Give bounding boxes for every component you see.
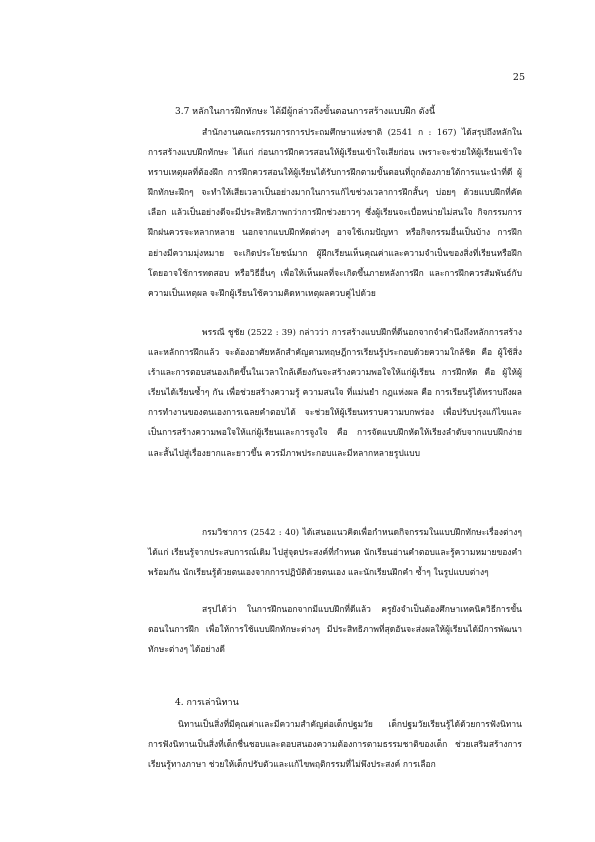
section-4-heading: 4. การเล่านิทาน [175, 698, 239, 708]
section-heading: 3.7 หลักในการฝึกทักษะ ได้มีผู้กล่าวถึงขั้นตอนการสร้างแบบฝึก ดังนี้ [175, 107, 436, 117]
paragraph-2: พรรณี ชูชัย (2522 : 39) กล่าวว่า การสร้างแบบฝึกที่ดีนอกจากจำคำนึงถึงหลักการสร้าง และหลักการฝึกแล้ว จะต้องอาศัยหลักสำคัญตามทฤษฎีการเรียนรู้ประกอบด้วยความใกล้ชิด คือ ผู้ใช้สิ่งเร้าและการตอบสนองเกิดขึ้นในเวลาใกล้เคียงกันจะสร้างความพอใจให้แก่ผู้เรียน การฝึกหัด คือ ผู้ให้ผู้เรียนได้เรียนซ้ำๆ กัน เพื่อช่วยสร้างความรู้ ความสนใจ ที่แม่นยำ กฎแห่งผล คือ การเรียนรู้ได้ทราบถึงผลการทำงานของตนเองการเฉลยคำตอบได้ จะช่วยให้ผู้เรียนทราบความบกพร่อง เพื่อปรับปรุงแก้ไขและเป็นการสร้างความพอใจให้แก่ผู้เรียนและการจูงใจ คือ การจัดแบบฝึกหัดให้เรียงลำดับจากแบบฝึกง่าย และสั้นไปสู่เรื่องยากและยาวขึ้น ควรมีภาพประกอบและมีหลากหลายรูปแบบ [148, 328, 522, 459]
page-number: 25 [512, 72, 525, 83]
paragraph-3: กรมวิชาการ (2542 : 40) ได้เสนอแนวคิดเพื่อกำหนดกิจกรรมในแบบฝึกทักษะเรื่องต่างๆ ได้แก่ เรียนรู้จากประสบการณ์เดิม ไปสู่จุดประสงค์ที่กำหนด นักเรียนอ่านคำตอบและรู้ความหมายของคำพร้อมกัน นักเรียนรู้ด้วยตนเองจากการปฏิบัติด้วยตนเอง และนักเรียนฝึกคำ ซ้ำๆ ในรูปแบบต่างๆ [148, 528, 522, 579]
paragraph-4: สรุปได้ว่า ในการฝึกนอกจากมีแบบฝึกที่ดีแล้ว ครูยังจำเป็นต้องศึกษาเทคนิควิธีการขั้นตอนในการฝึก เพื่อให้การใช้แบบฝึกทักษะต่างๆ มีประสิทธิภาพที่สุดอันจะส่งผลให้ผู้เรียนได้มีการพัฒนาทักษะต่างๆ ได้อย่างดี [148, 605, 522, 656]
paragraph-1: สำนักงานคณะกรรมการการประถมศึกษาแห่งชาติ (2541 ก : 167) ได้สรุปถึงหลักในการสร้างแบบฝึกทักษะ ได้แก่ ก่อนการฝึกควรสอนให้ผู้เรียนเข้าใจเสียก่อน เพราะจะช่วยให้ผู้เรียนเข้าใจ ทราบเหตุผลที่ต้องฝึก การฝึกควรสอนให้ผู้เรียนได้รับการฝึกตามขั้นตอนที่ถูกต้องภายใต้การแนะนำที่ดี ผู้ฝึกทักษะฝึกๆ จะทำให้เสียเวลาเป็นอย่างมากในการแก้ไขช่วงเวลาการฝึกสั้นๆ บ่อยๆ ด้วยแบบฝึกที่คัดเลือก แล้วเป็นอย่างดีจะมีประสิทธิภาพกว่าการฝึกช่วงยาวๆ ซึ่งผู้เรียนจะเบื่อหน่ายไม่สนใจ กิจกรรมการฝึกฝนควรจะหลากหลาย นอกจากแบบฝึกหัดต่างๆ อาจใช้เกมปัญหา หรือกิจกรรมอื่นเป็นบ้าง การฝึกอย่างมีความมุ่งหมาย จะเกิดประโยชน์มาก ผู้ฝึกเรียนเห็นคุณค่าและความจำเป็นของสิ่งที่เรียนหรือฝึก โดยอาจใช้การทดสอบ หรือวิธีอื่นๆ เพื่อให้เห็นผลที่จะเกิดขึ้นภายหลังการฝึก และการฝึกควรสัมพันธ์กับความเป็นเหตุผล จะฝึกผู้เรียนใช้ความคิดหาเหตุผลควบคู่ไปด้วย [148, 128, 522, 299]
section-4-paragraph: นิทานเป็นสิ่งที่มีคุณค่าและมีความสำคัญต่อเด็กปฐมวัย เด็กปฐมวัยเรียนรู้ได้ด้วยการฟังนิทาน การฟังนิทานเป็นสิ่งที่เด็กชื่นชอบและตอบสนองความต้องการตามธรรมชาติของเด็ก ช่วยเสริมสร้างการเรียนรู้ทางภาษา ช่วยให้เด็กปรับตัวและแก้ไขพฤติกรรมที่ไม่พึงประสงค์ การเลือก [148, 720, 522, 771]
